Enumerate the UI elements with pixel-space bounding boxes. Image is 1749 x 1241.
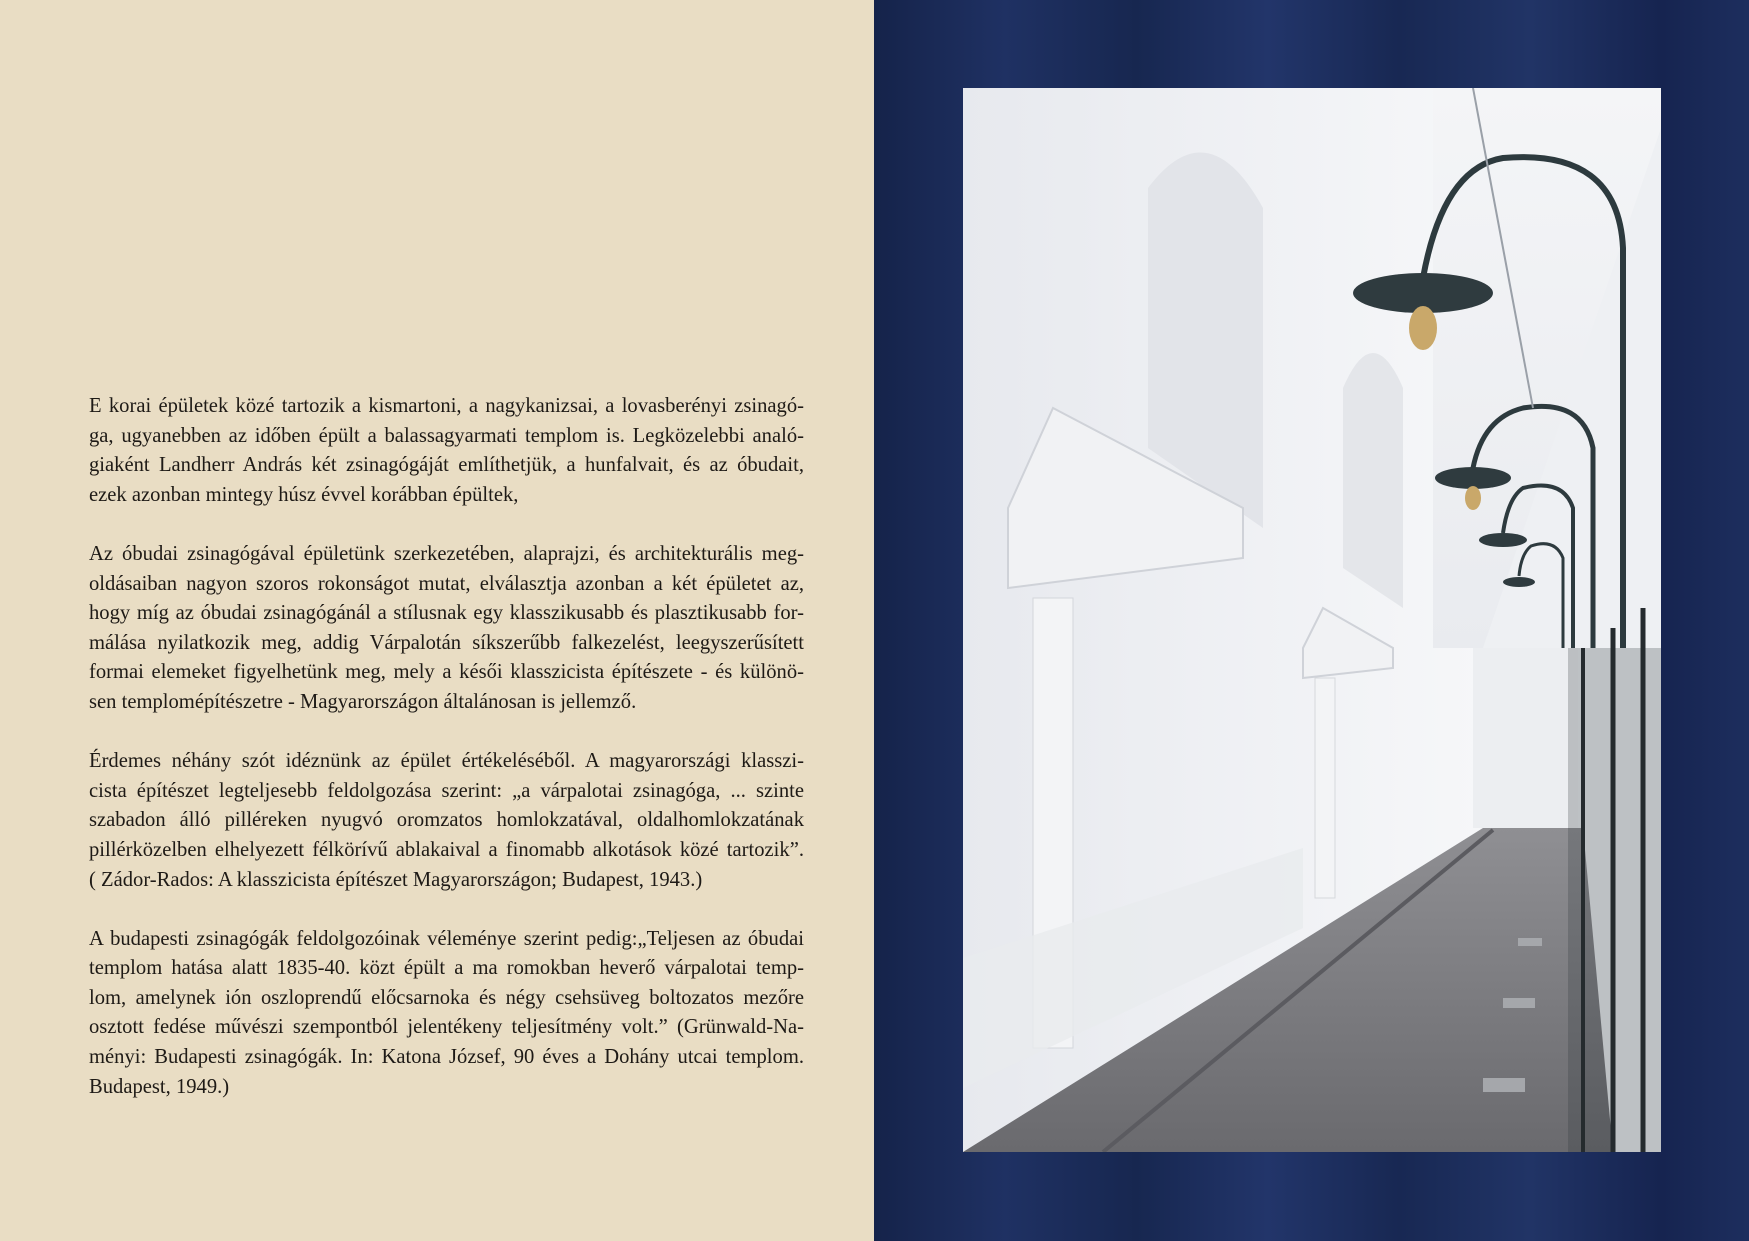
- text-line: szabadon álló pilléreken nyugvó oromzatos homlokzatával, oldalhomlokzatának: [89, 809, 804, 832]
- text-line: pillérközelben elhelyezett félkörívű ablakaival a finomabb alkotások közé tartozik”.: [89, 838, 804, 861]
- text-line: Érdemes néhány szót idéznünk az épület értékeléséből. A magyarországi klasszi-: [89, 750, 804, 773]
- text-line: ezek azonban mintegy húsz évvel korábban épültek,: [89, 483, 519, 506]
- text-line: cista építészet legteljesebb feldolgozása szerint: „a várpalotai zsinagóga, ... szinte: [89, 779, 804, 802]
- text-line: A budapesti zsinagógák feldolgozóinak véleménye szerint pedig:„Teljesen az óbudai: [89, 927, 804, 950]
- right-page: [874, 0, 1749, 1241]
- text-line: sen templomépítészetre - Magyarországon általánosan is jellemző.: [89, 690, 637, 713]
- text-line: Az óbudai zsinagógával épületünk szerkezetében, alaprajzi, és architekturális meg-: [89, 542, 804, 565]
- paragraph-4: [89, 925, 804, 1103]
- text-line: Budapest, 1949.): [89, 1075, 230, 1098]
- text-line: osztott fedése művészi szempontból jelentékeny teljesítmény volt.” (Grünwald-Na-: [89, 1016, 804, 1039]
- paragraph-1: [89, 392, 804, 510]
- text-line: formai elemeket figyelhetünk meg, mely a késői klasszicista építészete - és különö-: [89, 661, 804, 684]
- text-line: ( Zádor-Rados: A klasszicista építészet Magyarországon; Budapest, 1943.): [89, 868, 703, 891]
- text-line: lom, amelynek ión oszloprendű előcsarnoka és négy csehsüveg boltozatos mezőre: [89, 986, 804, 1009]
- corridor-photo: [963, 88, 1661, 1152]
- text-line: templom hatása alatt 1835-40. közt épült a ma romokban heverő várpalotai temp-: [89, 957, 804, 980]
- body-text: [89, 392, 804, 1132]
- paragraph-3: [89, 747, 804, 895]
- left-page: [0, 0, 874, 1241]
- text-line: ményi: Budapesti zsinagógák. In: Katona József, 90 éves a Dohány utcai templom.: [89, 1046, 804, 1069]
- paragraph-2: [89, 540, 804, 718]
- text-line: E korai épületek közé tartozik a kismartoni, a nagykanizsai, a lovasberényi zsinagó-: [89, 395, 804, 417]
- text-line: oldásaiban nagyon szoros rokonságot mutat, elválasztja azonban a két épületet az,: [89, 572, 804, 595]
- gallery-corridor-photo-icon: [963, 88, 1661, 1152]
- text-line: hogy míg az óbudai zsinagógánál a stílusnak egy klasszikusabb és plasztikusabb for-: [89, 602, 804, 625]
- text-line: ga, ugyanebben az időben épült a balassagyarmati templom is. Legközelebbi analó-: [89, 424, 804, 447]
- text-line: málása nyilatkozik meg, addig Várpalotán síkszerűbb falkezelést, leegyszerűsített: [89, 631, 804, 654]
- text-line: giaként Landherr András két zsinagógáját említhetjük, a hunfalvait, és az óbudait,: [89, 454, 804, 477]
